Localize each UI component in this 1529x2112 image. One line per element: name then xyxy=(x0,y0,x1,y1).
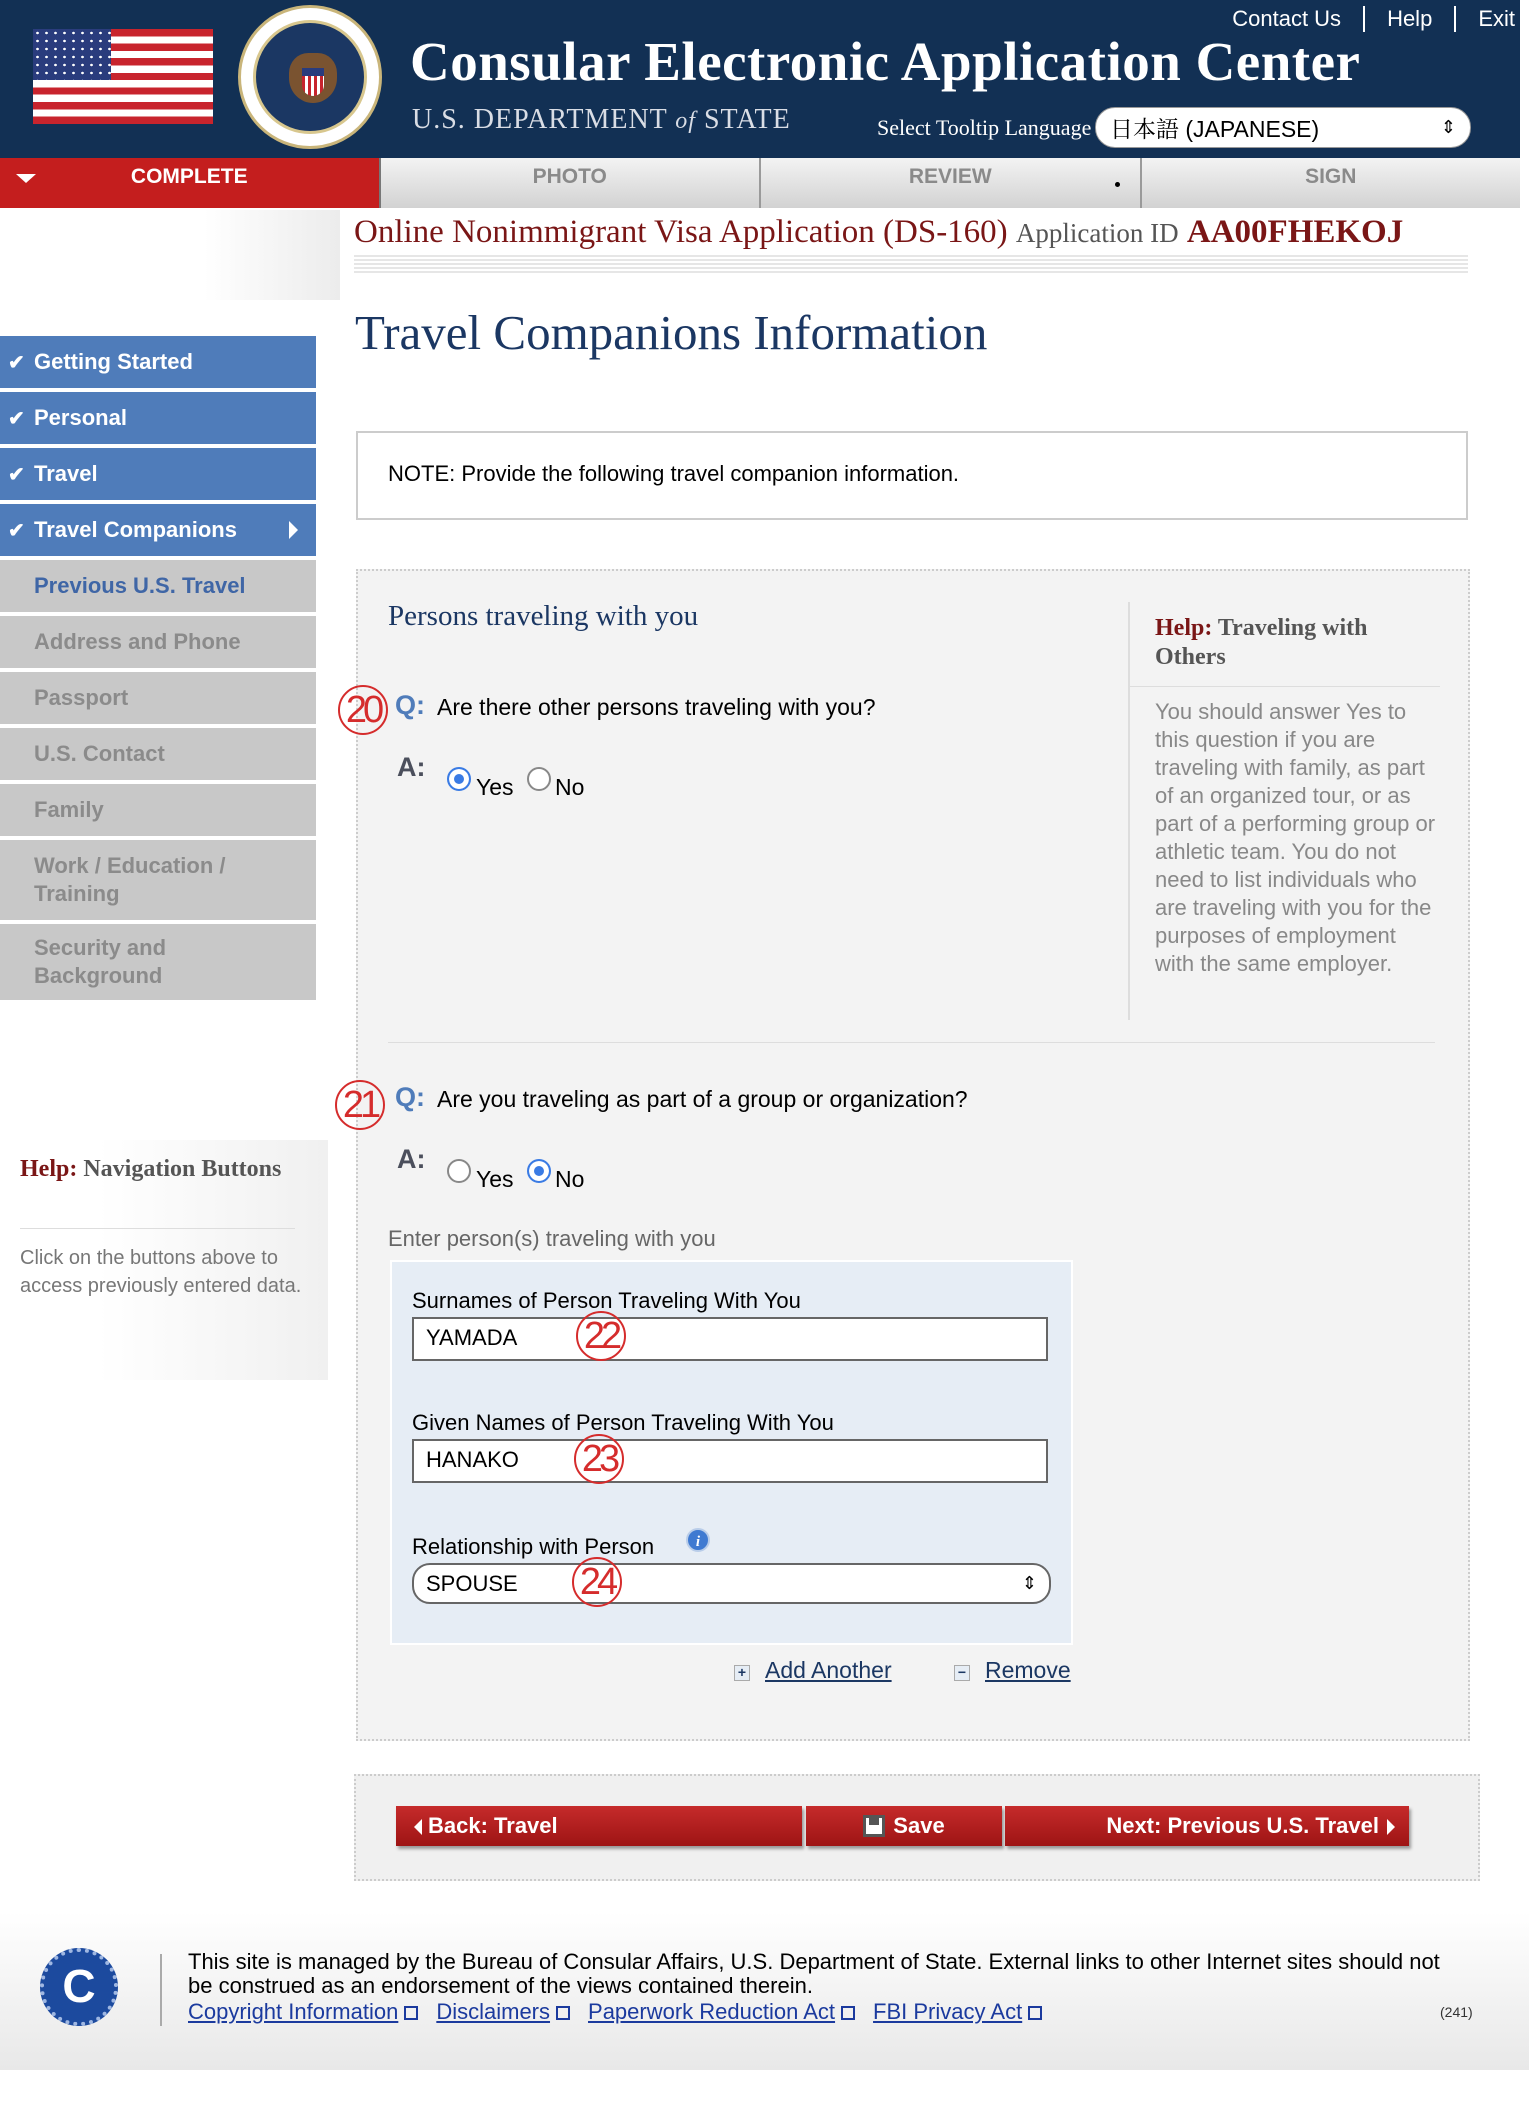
sidebar-item-label: Security and Background xyxy=(34,935,167,988)
title-rule xyxy=(354,255,1468,273)
footer-divider xyxy=(160,1954,162,2026)
page-code: (241) xyxy=(1440,2004,1473,2020)
answer-label: A: xyxy=(397,1144,426,1174)
traveling-help-text: You should answer Yes to this question if you are traveling with family, as part of an organized tour, or as part of a performing group or athletic team. You do not need to list individuals who are traveling with you for the purposes of employment with the same employer. xyxy=(1155,699,1436,976)
footer-links xyxy=(188,1999,1042,2025)
given-names-label: Given Names of Person Traveling With You xyxy=(412,1410,834,1435)
annotation-marker-23: 23 xyxy=(574,1434,624,1484)
sidebar-item-label: Personal xyxy=(34,405,127,430)
top-links xyxy=(1232,6,1515,32)
disclaimers-link[interactable]: Disclaimers xyxy=(436,1999,570,2025)
answer-label: A: xyxy=(397,752,426,782)
info-icon[interactable]: i xyxy=(686,1528,710,1552)
tab-complete[interactable] xyxy=(0,158,381,208)
sidebar-item-previous-us-travel[interactable] xyxy=(0,560,316,616)
sidebar-item-label: Getting Started xyxy=(34,349,193,374)
section-divider xyxy=(388,1042,1435,1043)
tab-label: SIGN xyxy=(1305,165,1357,188)
traveling-help-box xyxy=(1128,602,1438,1020)
traveling-help-title: Help: Traveling with Others xyxy=(1155,615,1368,670)
annotation-marker-24: 24 xyxy=(572,1557,622,1607)
tooltip-language-select[interactable] xyxy=(1095,107,1471,148)
relationship-label: Relationship with Person xyxy=(412,1534,655,1559)
fbi-privacy-link[interactable]: FBI Privacy Act xyxy=(873,1999,1042,2025)
navigation-help-title: Help: Navigation Buttons xyxy=(20,1156,282,1182)
consular-affairs-seal-icon: C xyxy=(40,1948,118,2026)
tooltip-language-label: Select Tooltip Language xyxy=(877,115,1092,140)
select-arrows-icon: ⇕ xyxy=(1440,117,1456,137)
sidebar-item-family[interactable] xyxy=(0,784,316,840)
annotation-marker-20: 20 xyxy=(338,685,388,735)
sidebar-item-label: Address and Phone xyxy=(34,629,241,654)
page-title: Travel Companions Information xyxy=(355,305,988,360)
caret-down-icon xyxy=(16,174,36,183)
progress-tabs xyxy=(0,158,1520,208)
back-button-label: Back: Travel xyxy=(428,1813,558,1838)
enter-persons-label: Enter person(s) traveling with you xyxy=(388,1226,716,1251)
remove-link[interactable]: Remove xyxy=(985,1657,1071,1683)
surname-input[interactable]: YAMADA xyxy=(412,1317,1048,1361)
add-another-link[interactable]: Add Another xyxy=(765,1657,892,1683)
given-names-input[interactable]: HANAKO xyxy=(412,1439,1048,1483)
question-label: Q: xyxy=(395,690,425,720)
sidebar-item-label: Travel xyxy=(34,461,98,486)
select-arrows-icon: ⇕ xyxy=(1021,1573,1037,1593)
annotation-marker-22: 22 xyxy=(576,1311,626,1361)
radio-group-travel-no[interactable] xyxy=(527,1159,551,1183)
sidebar-item-getting-started[interactable] xyxy=(0,336,316,392)
next-button-label: Next: Previous U.S. Travel xyxy=(1106,1813,1379,1838)
paperwork-reduction-link[interactable]: Paperwork Reduction Act xyxy=(588,1999,855,2025)
application-id: AA00FHEKOJ xyxy=(1186,214,1404,250)
tab-photo[interactable] xyxy=(381,158,762,208)
sidebar-top-fade xyxy=(0,210,340,300)
tab-review[interactable] xyxy=(761,158,1142,208)
check-icon: ✔ xyxy=(8,463,25,486)
tab-label: COMPLETE xyxy=(130,165,248,188)
tab-sign[interactable] xyxy=(1142,158,1521,208)
radio-other-persons-no[interactable] xyxy=(527,767,551,791)
sidebar-item-address-and-phone[interactable] xyxy=(0,616,316,672)
radio-label-yes: Yes xyxy=(476,774,514,800)
sidebar-item-label: Work / Education / Training xyxy=(34,853,226,906)
arrow-left-icon xyxy=(414,1819,422,1835)
navigation-help-text: Click on the buttons above to access previously entered data. xyxy=(20,1247,302,1297)
check-icon: ✔ xyxy=(8,519,25,542)
radio-label-no: No xyxy=(555,774,585,800)
question-other-persons: Are there other persons traveling with you? xyxy=(437,694,876,720)
external-link-icon xyxy=(841,2006,855,2020)
sidebar-item-us-contact[interactable] xyxy=(0,728,316,784)
arrow-right-icon xyxy=(289,521,298,539)
application-title: Online Nonimmigrant Visa Application (DS-160) Application ID AA00FHEKOJ xyxy=(354,214,1404,250)
sidebar-item-label: Previous U.S. Travel xyxy=(34,573,246,598)
sidebar-item-personal[interactable] xyxy=(0,392,316,448)
navigation-help-box xyxy=(0,1140,328,1380)
question-label: Q: xyxy=(395,1082,425,1112)
sidebar-item-security-and-background[interactable] xyxy=(0,924,316,1004)
check-icon: ✔ xyxy=(8,407,25,430)
sidebar-item-work-education-training[interactable] xyxy=(0,840,316,924)
external-link-icon xyxy=(556,2006,570,2020)
tab-label: PHOTO xyxy=(532,165,607,188)
footer-text: This site is managed by the Bureau of Consular Affairs, U.S. Department of State. External links to other Internet sites should not be construed as an endorsement of the views contained therein. xyxy=(188,1949,1440,1998)
radio-label-yes: Yes xyxy=(476,1166,514,1192)
annotation-marker-21: 21 xyxy=(335,1080,385,1130)
sidebar-item-label: U.S. Contact xyxy=(34,741,165,766)
dot-marker xyxy=(1115,182,1120,187)
department-name: U.S. DEPARTMENT of STATE xyxy=(412,104,791,135)
question-group-travel: Are you traveling as part of a group or organization? xyxy=(437,1086,968,1112)
relationship-select[interactable] xyxy=(412,1563,1051,1604)
sidebar-item-label: Passport xyxy=(34,685,129,710)
save-button-label: Save xyxy=(893,1813,945,1838)
contact-us-link[interactable]: Contact Us xyxy=(1232,6,1342,31)
department-of-state-seal-icon xyxy=(238,5,382,149)
plus-icon: + xyxy=(734,1665,750,1681)
sidebar-item-label: Family xyxy=(34,797,104,822)
help-link[interactable]: Help xyxy=(1387,6,1433,31)
relationship-value: SPOUSE xyxy=(426,1570,518,1596)
exit-link[interactable]: Exit xyxy=(1478,6,1515,31)
radio-other-persons-yes[interactable] xyxy=(447,767,471,791)
next-button[interactable] xyxy=(1005,1806,1409,1846)
back-button[interactable] xyxy=(396,1806,802,1846)
section-title: Persons traveling with you xyxy=(388,600,699,632)
arrow-right-icon xyxy=(1387,1819,1395,1835)
sidebar-item-travel-companions[interactable] xyxy=(0,504,316,560)
surname-label: Surnames of Person Traveling With You xyxy=(412,1288,801,1313)
minus-icon: − xyxy=(954,1665,970,1681)
sidebar-item-travel[interactable] xyxy=(0,448,316,504)
tab-label: REVIEW xyxy=(908,165,992,188)
external-link-icon xyxy=(404,2006,418,2020)
site-title: Consular Electronic Application Center xyxy=(410,31,1361,92)
radio-group-travel-yes[interactable] xyxy=(447,1159,471,1183)
sidebar-item-label: Travel Companions xyxy=(34,517,237,542)
bottom-strip xyxy=(0,2098,1529,2112)
save-button[interactable] xyxy=(806,1806,1002,1846)
external-link-icon xyxy=(1028,2006,1042,2020)
radio-label-no: No xyxy=(555,1166,585,1192)
us-flag-icon xyxy=(33,29,213,124)
sidebar-item-passport[interactable] xyxy=(0,672,316,728)
tooltip-language-value: 日本語 (JAPANESE) xyxy=(1110,116,1320,142)
copyright-link[interactable]: Copyright Information xyxy=(188,1999,418,2025)
note-box: NOTE: Provide the following travel companion information. xyxy=(356,431,1468,520)
save-disk-icon xyxy=(863,1815,885,1837)
check-icon: ✔ xyxy=(8,351,25,374)
